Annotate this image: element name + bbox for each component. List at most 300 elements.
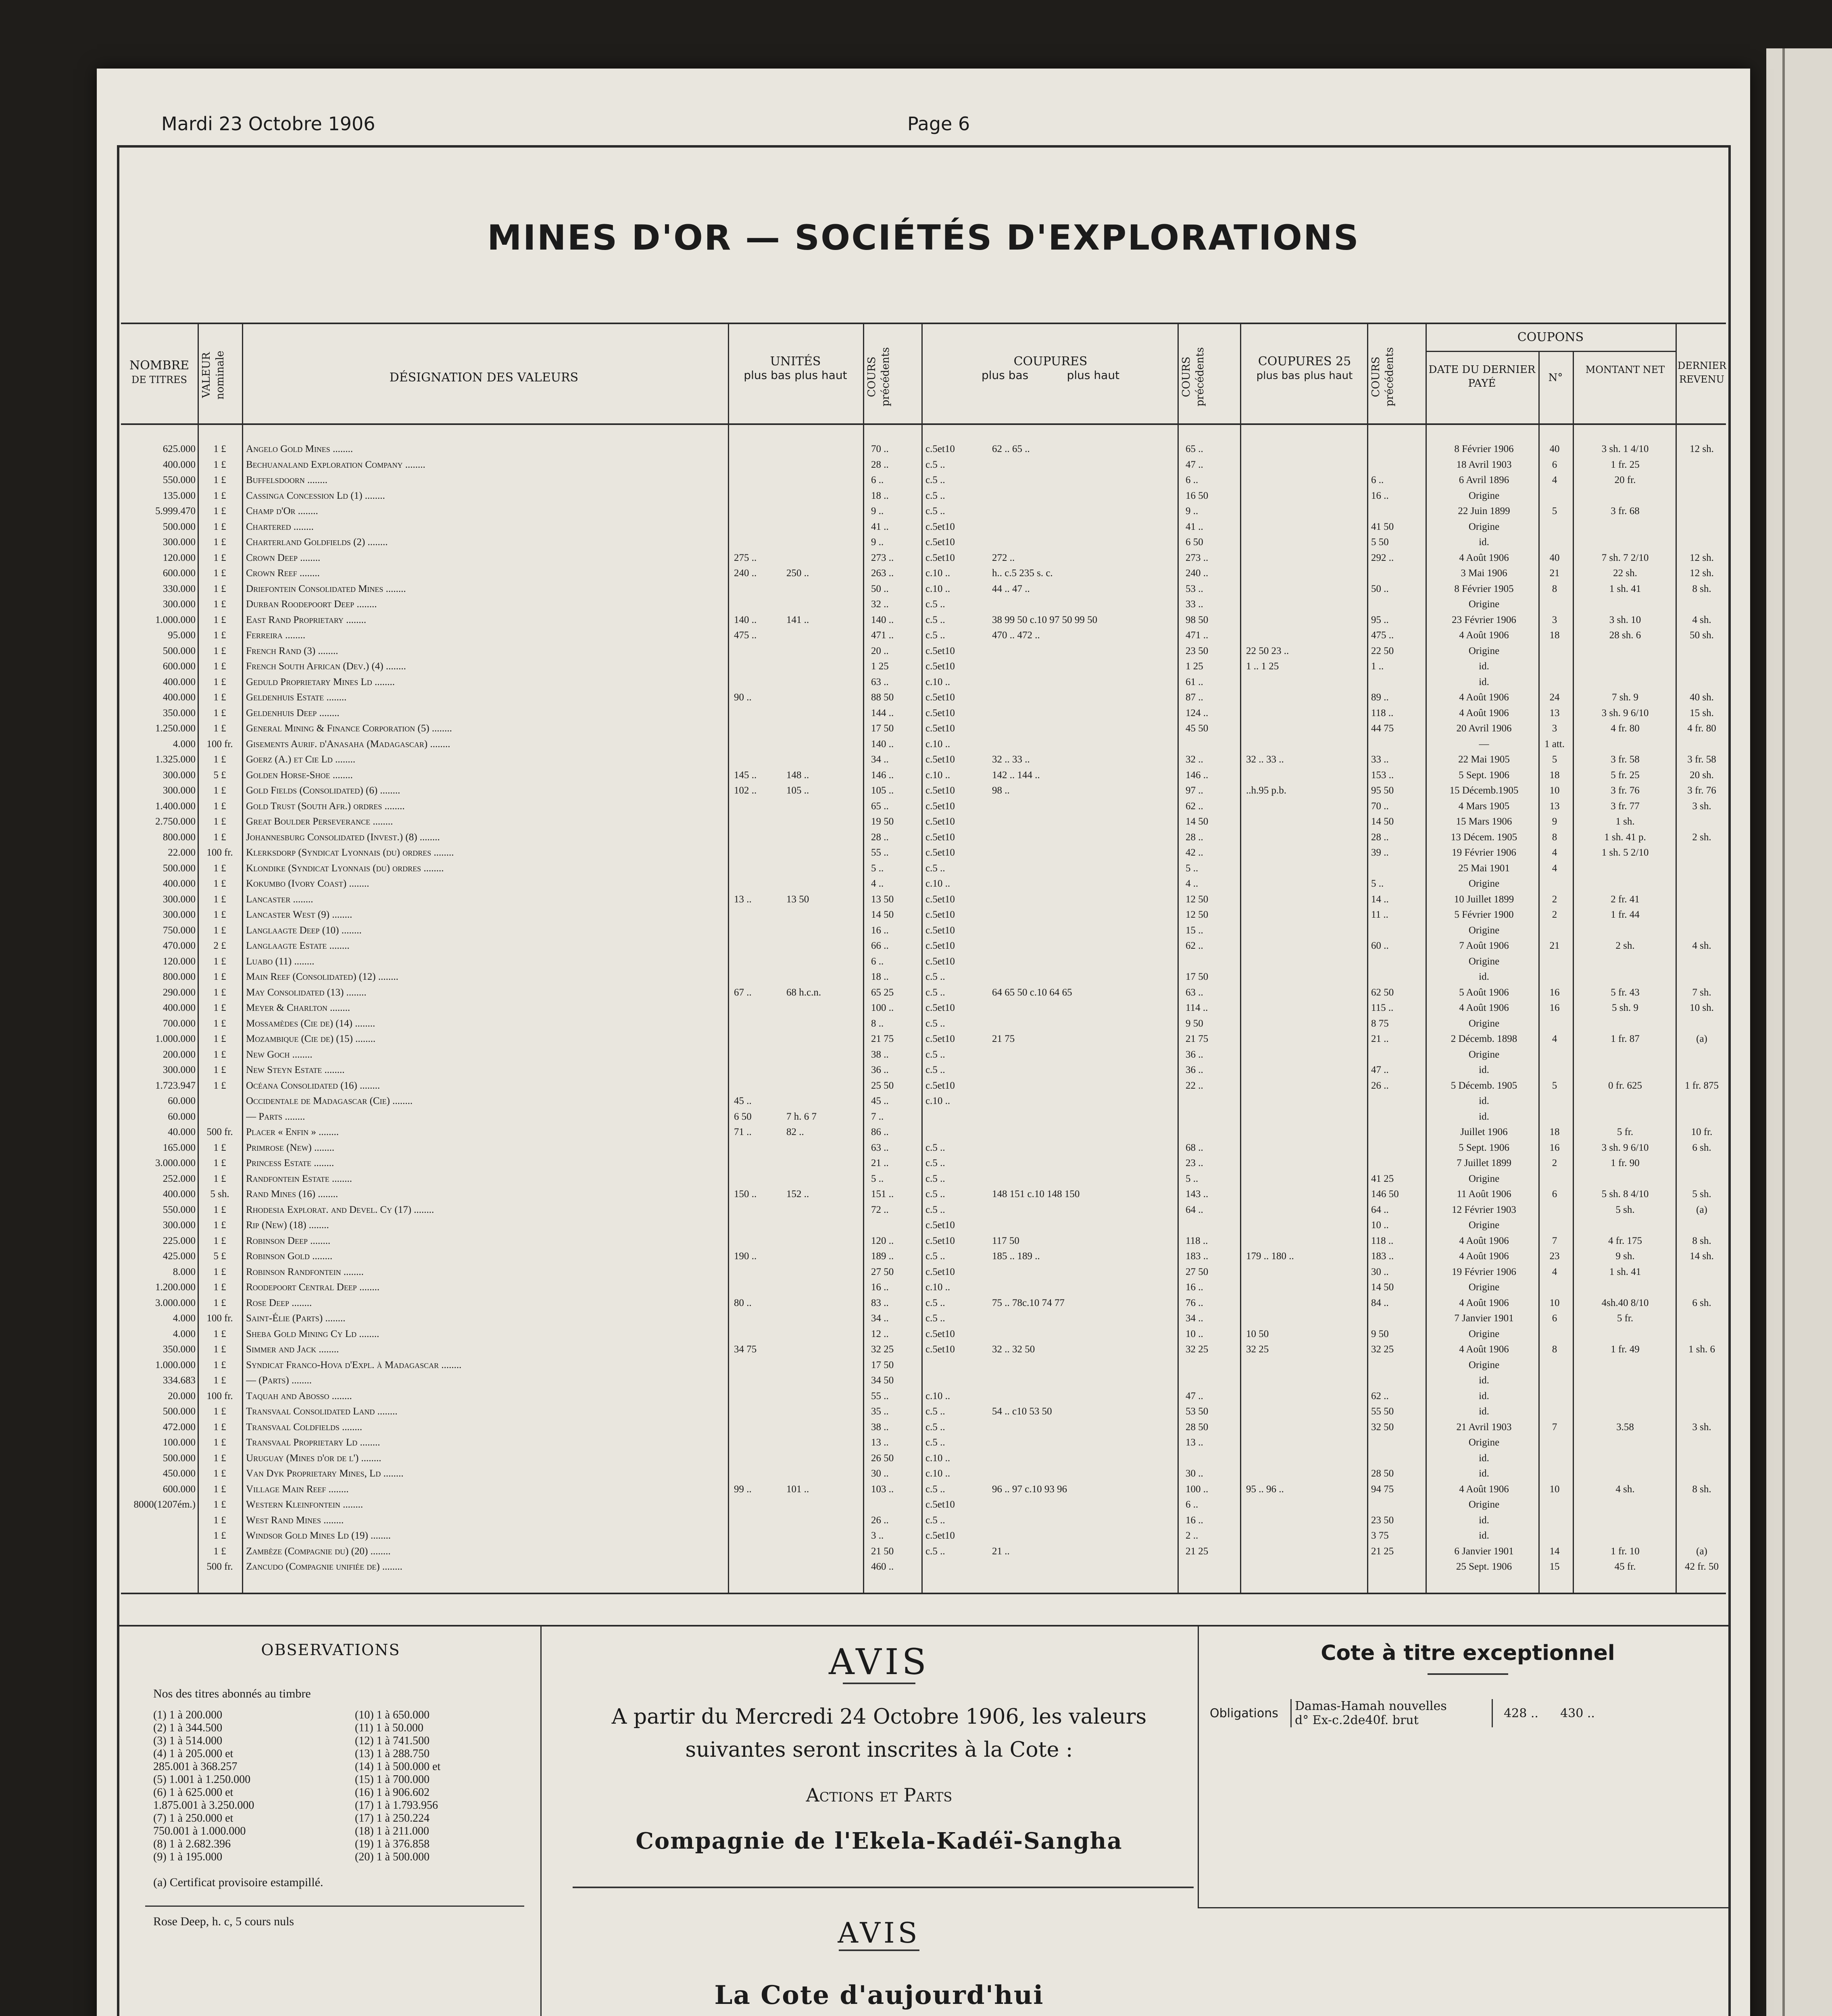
cote-exc-label: Obligations	[1210, 1706, 1278, 1720]
cell-rev: 6 sh.	[1692, 1142, 1711, 1153]
cell-val: 1 £	[213, 583, 226, 594]
cell-cc: 12 50	[1186, 893, 1209, 905]
cell-cup: c.5et10	[925, 1033, 955, 1044]
cell-cp: 273 ..	[871, 552, 894, 563]
cell-cp: 144 ..	[871, 707, 894, 719]
cell-cc: 64 ..	[1186, 1204, 1203, 1215]
cell-uh: 250 ..	[786, 568, 809, 579]
cell-cup: c.5 ..	[925, 475, 945, 485]
cell-cup: c.5et10	[925, 893, 955, 905]
cell-des: Zancudo (Compagnie unifiée de) ........	[246, 1561, 402, 1572]
cell-cup: c.5et10	[925, 692, 955, 703]
table-row	[121, 1220, 1726, 1231]
cell-des: Transvaal Proprietary Ld ........	[246, 1437, 380, 1448]
cell-cc: 62 ..	[1186, 800, 1203, 812]
table-row	[121, 1561, 1726, 1572]
cell-des: Van Dyk Proprietary Mines, Ld ........	[246, 1468, 404, 1479]
observations-title: OBSERVATIONS	[261, 1641, 400, 1659]
cell-cp: 140 ..	[871, 738, 894, 750]
cell-cp: 6 ..	[871, 475, 884, 485]
cell-cp: 34 ..	[871, 1313, 889, 1324]
cell-cp: 103 ..	[871, 1483, 894, 1495]
cell-nb: 400.000	[163, 459, 196, 470]
cote-exc-line1: Damas-Hamah nouvelles	[1295, 1699, 1447, 1713]
cell-mt: 2 fr. 41	[1611, 893, 1640, 905]
cell-nb: 470.000	[163, 940, 196, 951]
observation-item: (11) 1 à 50.000	[355, 1722, 424, 1734]
observation-item: (7) 1 à 250.000 et	[153, 1812, 233, 1824]
cell-cup: c.10 ..	[925, 1282, 950, 1293]
cell-date: —	[1479, 738, 1489, 750]
cell-cc: 33 ..	[1186, 599, 1203, 610]
table-row	[121, 646, 1726, 656]
cell-cc: 53 50	[1186, 1406, 1209, 1417]
cell-n: 7	[1552, 1235, 1557, 1246]
cell-cc: 118 ..	[1186, 1235, 1208, 1246]
observation-item: (5) 1.001 à 1.250.000	[153, 1773, 251, 1786]
cell-cup: c.5 ..	[925, 1064, 945, 1075]
cell-date: 5 Août 1906	[1459, 987, 1509, 998]
cell-cc2: 14 ..	[1371, 893, 1389, 905]
cell-cb: 21 75	[992, 1033, 1015, 1044]
cell-mt: 1 fr. 90	[1611, 1158, 1640, 1168]
cell-date: 5 Sept. 1906	[1459, 1142, 1509, 1153]
cell-cup: c.5 ..	[925, 1018, 945, 1029]
cell-nb: 1.250.000	[155, 723, 196, 734]
cell-cc: 76 ..	[1186, 1297, 1203, 1308]
avis-sub: Actions et Parts	[806, 1784, 952, 1806]
cell-cc2: 32 25	[1371, 1344, 1394, 1355]
cell-cp: 189 ..	[871, 1251, 894, 1262]
cell-cc2: 21 ..	[1371, 1033, 1389, 1044]
cell-des: Langlaagte Deep (10) ........	[246, 925, 362, 936]
cell-cp: 28 ..	[871, 831, 889, 843]
cell-val: 500 fr.	[206, 1127, 233, 1137]
cell-date: 5 Décemb. 1905	[1451, 1080, 1517, 1091]
table-row	[121, 1453, 1726, 1464]
cell-date: 4 Août 1906	[1459, 1297, 1509, 1308]
cell-cc: 47 ..	[1186, 459, 1203, 470]
cell-cp: 50 ..	[871, 583, 889, 594]
cell-ub: 150 ..	[734, 1189, 757, 1200]
cell-cup: c.5 ..	[925, 459, 945, 470]
cell-cup: c.10 ..	[925, 1390, 950, 1402]
cell-cp: 27 50	[871, 1266, 894, 1277]
table-row	[121, 1391, 1726, 1402]
cell-nb: 60.000	[168, 1095, 196, 1106]
cell-cb: 64 65 50 c.10 64 65	[992, 987, 1072, 998]
cell-val: 1 £	[213, 1002, 226, 1013]
table-row	[121, 1329, 1726, 1339]
table-row	[121, 1422, 1726, 1433]
cell-val: 1 £	[213, 1545, 226, 1557]
cell-cc: 16 50	[1186, 490, 1209, 501]
cell-nb: 1.000.000	[155, 614, 196, 625]
cell-n: 21	[1549, 940, 1560, 951]
cell-des: New Goch ........	[246, 1049, 313, 1060]
cell-cp: 30 ..	[871, 1468, 889, 1479]
cell-cc2: 475 ..	[1371, 630, 1394, 641]
cell-cp: 36 ..	[871, 1064, 889, 1075]
cote-exc-v2: 430 ..	[1560, 1706, 1595, 1720]
cell-mt: 4 sh.	[1615, 1483, 1635, 1495]
table-row	[121, 1344, 1726, 1355]
cell-cp: 1 25	[871, 661, 889, 672]
cell-val: 1 £	[213, 630, 226, 641]
cell-ub: 99 ..	[734, 1483, 752, 1495]
cell-mt: 5 sh.	[1615, 1204, 1635, 1215]
cell-rev: 10 sh.	[1690, 1002, 1714, 1013]
cell-cp: 120 ..	[871, 1235, 894, 1246]
observation-item: (14) 1 à 500.000 et	[355, 1760, 441, 1773]
header-page: Page 6	[907, 113, 970, 135]
cell-date: 3 Mai 1906	[1461, 568, 1507, 579]
cell-cp: 65 ..	[871, 800, 889, 812]
cell-date: 6 Janvier 1901	[1454, 1545, 1514, 1557]
cell-cup: c.5 ..	[925, 614, 945, 625]
cell-des: Gold Fields (Consolidated) (6) ........	[246, 785, 400, 796]
cell-c25: 22 50 23 ..	[1246, 645, 1289, 656]
cell-cp: 32 ..	[871, 599, 889, 610]
cell-cb: 185 .. 189 ..	[992, 1251, 1040, 1262]
table-row	[121, 1111, 1726, 1122]
cell-nb: 400.000	[163, 1189, 196, 1200]
cell-cp: 83 ..	[871, 1297, 889, 1308]
cell-date: 21 Avril 1903	[1456, 1421, 1512, 1433]
cell-cc: 87 ..	[1186, 692, 1203, 703]
cell-cup: c.5et10	[925, 816, 955, 827]
table-row	[121, 599, 1726, 610]
table-row	[121, 490, 1726, 501]
cell-cp: 55 ..	[871, 1390, 889, 1402]
observation-item: (1) 1 à 200.000	[153, 1709, 223, 1721]
cell-rev: 3 sh.	[1692, 1421, 1711, 1433]
table-row	[121, 614, 1726, 625]
cell-des: Village Main Reef ........	[246, 1483, 349, 1495]
table-row	[121, 956, 1726, 967]
cell-ub: 140 ..	[734, 614, 757, 625]
cell-des: Sheba Gold Mining Cy Ld ........	[246, 1328, 379, 1339]
cell-cup: c.5 ..	[925, 1313, 945, 1324]
cell-cup: c.5et10	[925, 521, 955, 532]
cell-cup: c.5et10	[925, 956, 955, 967]
cell-n: 6	[1552, 1313, 1557, 1324]
cell-cc2: 28 50	[1371, 1468, 1394, 1479]
cell-cc: 1 25	[1186, 661, 1203, 672]
cell-mt: 1 sh.	[1615, 816, 1635, 827]
cell-date: 4 Août 1906	[1459, 1483, 1509, 1495]
cell-cup: c.5 ..	[925, 1142, 945, 1153]
cell-nb: 1.325.000	[155, 754, 196, 765]
cell-date: 20 Avril 1906	[1456, 723, 1512, 734]
cell-cup: c.5et10	[925, 1266, 955, 1277]
cell-cp: 13 50	[871, 893, 894, 905]
cell-nb: 800.000	[163, 831, 196, 843]
cell-cp: 26 50	[871, 1452, 894, 1464]
table-row	[121, 661, 1726, 672]
cell-cup: c.5et10	[925, 940, 955, 951]
cell-nb: 330.000	[163, 583, 196, 594]
table-row	[121, 677, 1726, 687]
cell-des: Transvaal Consolidated Land ........	[246, 1406, 398, 1417]
cell-date: 4 Août 1906	[1459, 1344, 1509, 1355]
cell-des: Taquah and Abosso ........	[246, 1390, 352, 1402]
cell-cc: 114 ..	[1186, 1002, 1208, 1013]
cell-mt: 20 fr.	[1614, 475, 1636, 485]
cell-rev: 8 sh.	[1692, 1483, 1711, 1495]
cell-cp: 38 ..	[871, 1049, 889, 1060]
cell-des: Océana Consolidated (16) ........	[246, 1080, 380, 1091]
cell-cup: c.5 ..	[925, 1251, 945, 1262]
cell-cup: c.10 ..	[925, 1095, 950, 1106]
cell-nb: 600.000	[163, 661, 196, 672]
cell-nb: 1.400.000	[155, 800, 196, 812]
cell-cp: 21 50	[871, 1545, 894, 1557]
cell-cup: c.5et10	[925, 909, 955, 920]
cell-cp: 140 ..	[871, 614, 894, 625]
cell-n: 3	[1552, 614, 1557, 625]
cell-des: Crown Reef ........	[246, 568, 320, 579]
cell-des: Geldenhuis Estate ........	[246, 692, 347, 703]
cell-cc2: 3 75	[1371, 1530, 1389, 1541]
cell-val: 1 £	[213, 785, 226, 796]
cell-cp: 38 ..	[871, 1421, 889, 1433]
cell-cp: 471 ..	[871, 630, 894, 641]
cell-cup: c.5 ..	[925, 1297, 945, 1308]
cell-val: 1 £	[213, 1220, 226, 1231]
cell-val: 1 £	[213, 568, 226, 579]
cell-nb: 425.000	[163, 1251, 196, 1262]
table-row	[121, 1235, 1726, 1246]
cell-cc2: 11 ..	[1371, 909, 1388, 920]
table-row	[121, 1468, 1726, 1479]
cell-des: Robinson Gold ........	[246, 1251, 333, 1262]
cell-nb: 1.200.000	[155, 1282, 196, 1293]
cell-n: 5	[1552, 1080, 1557, 1091]
cell-nb: 350.000	[163, 1344, 196, 1355]
cell-cup: c.5 ..	[925, 1437, 945, 1448]
table-row	[121, 1049, 1726, 1060]
cell-n: 23	[1549, 1251, 1560, 1262]
cell-n: 16	[1549, 1142, 1560, 1153]
cell-date: 22 Juin 1899	[1458, 506, 1510, 516]
cell-cp: 18 ..	[871, 971, 889, 982]
cell-cc: 63 ..	[1186, 987, 1203, 998]
cell-nb: 252.000	[163, 1173, 196, 1184]
avis2-title: AVIS	[838, 1916, 921, 1949]
cell-cc: 471 ..	[1186, 630, 1209, 641]
col-designation: DÉSIGNATION DES VALEURS	[389, 371, 579, 385]
cell-mt: 5 fr.	[1617, 1313, 1634, 1324]
cell-n: 8	[1552, 831, 1557, 843]
cell-cc: 143 ..	[1186, 1189, 1209, 1200]
cell-n: 6	[1552, 459, 1557, 470]
cell-n: 18	[1549, 1127, 1560, 1137]
cell-date: Origine	[1468, 1220, 1500, 1231]
table-row	[121, 987, 1726, 998]
cell-des: Occidentale de Madagascar (Cie) ........	[246, 1095, 413, 1106]
cell-val: 500 fr.	[206, 1561, 233, 1572]
cell-cup: c.5et10	[925, 645, 955, 656]
cell-cc: 34 ..	[1186, 1313, 1203, 1324]
cell-n: 8	[1552, 1344, 1557, 1355]
cell-date: id.	[1479, 1390, 1489, 1402]
table-row	[121, 909, 1726, 920]
table-row	[121, 816, 1726, 827]
table-row	[121, 1018, 1726, 1029]
cell-nb: 400.000	[163, 878, 196, 889]
cell-des: Primrose (New) ........	[246, 1142, 335, 1153]
cell-cc: 12 50	[1186, 909, 1209, 920]
cell-nb: 225.000	[163, 1235, 196, 1246]
cell-date: 19 Février 1906	[1452, 847, 1516, 858]
cell-cc: 13 ..	[1186, 1437, 1203, 1448]
cell-val: 1 £	[213, 1328, 226, 1339]
cell-des: Mossamèdes (Cie de) (14) ........	[246, 1018, 375, 1029]
cell-cp: 65 25	[871, 987, 894, 998]
cell-des: Robinson Randfontein ........	[246, 1266, 364, 1277]
cell-des: Simmer and Jack ........	[246, 1344, 339, 1355]
cell-val: 1 £	[213, 1375, 226, 1386]
cell-cp: 25 50	[871, 1080, 894, 1091]
cell-rev: 4 sh.	[1692, 940, 1711, 951]
cell-cup: c.10 ..	[925, 1468, 950, 1479]
cell-date: Origine	[1468, 956, 1500, 967]
table-row	[121, 1546, 1726, 1557]
cell-cc: 9 50	[1186, 1018, 1203, 1029]
cell-n: 7	[1552, 1421, 1557, 1433]
cell-cc2: 32 50	[1371, 1421, 1394, 1433]
cell-n: 8	[1552, 583, 1557, 594]
cell-val: 1 £	[213, 490, 226, 501]
cell-cp: 66 ..	[871, 940, 889, 951]
cell-date: 4 Août 1906	[1459, 552, 1509, 563]
cell-cp: 9 ..	[871, 537, 884, 548]
cell-nb: 400.000	[163, 692, 196, 703]
cell-cup: c.5 ..	[925, 1204, 945, 1215]
cell-n: 4	[1552, 1033, 1557, 1044]
cell-cc2: 60 ..	[1371, 940, 1389, 951]
cell-cup: c.5et10	[925, 707, 955, 719]
cell-cc: 28 50	[1186, 1421, 1209, 1433]
cell-date: 13 Décem. 1905	[1451, 831, 1517, 843]
cell-cp: 7 ..	[871, 1111, 884, 1122]
col-coupures: COUPURES plus bas plus haut	[981, 354, 1120, 382]
cell-cc: 16 ..	[1186, 1282, 1203, 1293]
cell-val: 100 fr.	[206, 1390, 233, 1402]
cell-date: 4 Août 1906	[1459, 1235, 1509, 1246]
cell-val: 1 £	[213, 552, 226, 563]
cell-val: 1 £	[213, 816, 226, 827]
cell-cup: c.5 ..	[925, 1049, 945, 1060]
cell-cc: 273 ..	[1186, 552, 1209, 563]
cell-n: 13	[1549, 707, 1560, 719]
cell-nb: 550.000	[163, 1204, 196, 1215]
cell-des: Lancaster ........	[246, 893, 313, 905]
cell-nb: 200.000	[163, 1049, 196, 1060]
cell-cup: c.10 ..	[925, 769, 950, 781]
cell-mt: 4 fr. 175	[1608, 1235, 1642, 1246]
cell-date: id.	[1479, 1375, 1489, 1386]
cell-date: 7 Août 1906	[1459, 940, 1509, 951]
cell-cc2: 84 ..	[1371, 1297, 1389, 1308]
cell-date: Origine	[1468, 1328, 1500, 1339]
cell-des: Geldenhuis Deep ........	[246, 707, 340, 719]
cell-des: Windsor Gold Mines Ld (19) ........	[246, 1530, 391, 1541]
cell-n: 4	[1552, 1266, 1557, 1277]
cell-cup: c.5 ..	[925, 630, 945, 641]
cell-cc: 9 ..	[1186, 506, 1198, 516]
cell-date: 25 Sept. 1906	[1456, 1561, 1512, 1572]
cell-nb: 165.000	[163, 1142, 196, 1153]
cell-cp: 34 50	[871, 1375, 894, 1386]
cell-rev: 4 sh.	[1692, 614, 1711, 625]
col-montant: MONTANT NET	[1585, 364, 1665, 375]
cell-n: 1 att.	[1544, 738, 1565, 750]
col-no: N°	[1548, 372, 1563, 384]
cell-nb: 500.000	[163, 521, 196, 532]
cell-ub: 102 ..	[734, 785, 757, 796]
cell-val: 1 £	[213, 1359, 226, 1370]
cell-date: Origine	[1468, 599, 1500, 610]
observation-item: 1.875.001 à 3.250.000	[153, 1799, 254, 1812]
cell-val: 1 £	[213, 925, 226, 936]
cell-des: Angelo Gold Mines ........	[246, 444, 353, 454]
cell-des: New Steyn Estate ........	[246, 1064, 345, 1075]
avis-text: A partir du Mercredi 24 Octobre 1906, les valeurs suivantes seront inscrites à la Cote :	[611, 1705, 1147, 1762]
cell-uh: 148 ..	[786, 769, 809, 781]
cell-cup: c.10 ..	[925, 878, 950, 889]
cell-cp: 70 ..	[871, 444, 889, 454]
cell-cc: 124 ..	[1186, 707, 1209, 719]
table-row	[121, 1033, 1726, 1044]
cell-cc2: 64 ..	[1371, 1204, 1389, 1215]
cell-val: 1 £	[213, 1297, 226, 1308]
cell-date: 5 Février 1900	[1454, 909, 1514, 920]
table-row	[121, 444, 1726, 454]
cell-date: id.	[1479, 1064, 1489, 1075]
cell-date: Origine	[1468, 1437, 1500, 1448]
cell-rev: 50 sh.	[1690, 630, 1714, 641]
cell-mt: 1 sh. 41 p.	[1604, 831, 1646, 843]
cell-mt: 1 fr. 87	[1611, 1033, 1640, 1044]
cell-nb: 120.000	[163, 956, 196, 967]
page-title: MINES D'OR — SOCIÉTÉS D'EXPLORATIONS	[487, 218, 1360, 258]
table-row	[121, 506, 1726, 516]
cell-nb: 500.000	[163, 862, 196, 874]
cell-des: — (Parts) ........	[246, 1375, 312, 1386]
cell-nb: 625.000	[163, 444, 196, 454]
cell-val: 1 £	[213, 878, 226, 889]
cell-mt: 5 sh. 8 4/10	[1601, 1189, 1649, 1200]
cell-cb: 38 99 50 c.10 97 50 99 50	[992, 614, 1098, 625]
cell-ub: 275 ..	[734, 552, 757, 563]
cell-cp: 86 ..	[871, 1127, 889, 1137]
cell-ub: 67 ..	[734, 987, 752, 998]
cell-cc2: 1 ..	[1371, 661, 1384, 672]
cell-nb: 334.683	[163, 1375, 196, 1386]
cell-cc2: 41 50	[1371, 521, 1394, 532]
cell-nb: 95.000	[168, 630, 196, 641]
cell-ub: 240 ..	[734, 568, 757, 579]
cell-des: Klerksdorp (Syndicat Lyonnais (du) ordres ........	[246, 847, 454, 858]
cell-mt: 1 fr. 49	[1611, 1344, 1640, 1355]
cote-exc-title: Cote à titre exceptionnel	[1321, 1641, 1615, 1665]
cell-cp: 35 ..	[871, 1406, 889, 1417]
cell-cp: 460 ..	[871, 1561, 894, 1572]
cell-cp: 6 ..	[871, 956, 884, 967]
cell-c25: 179 .. 180 ..	[1246, 1251, 1294, 1262]
